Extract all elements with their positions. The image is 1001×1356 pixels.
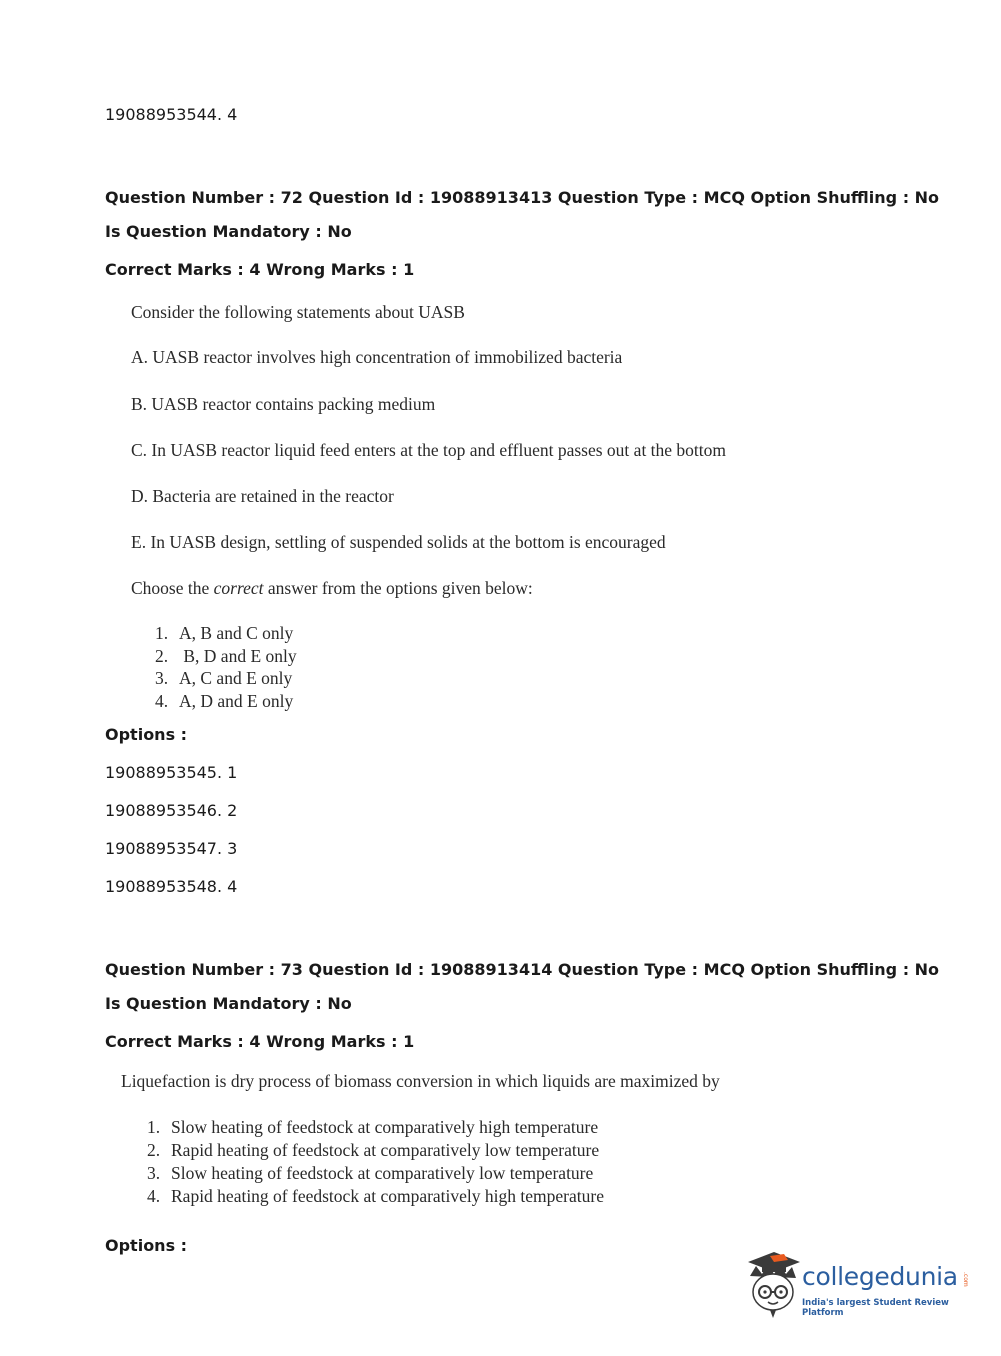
q73-header: Question Number : 73 Question Id : 19088913414 Question Type : MCQ Option Shuffling : No <box>105 960 940 979</box>
q72-statement-a: A. UASB reactor involves high concentration of immobilized bacteria <box>131 347 623 367</box>
logo-wordmark: collegedunia <box>802 1262 958 1291</box>
q73-stem: Liquefaction is dry process of biomass conversion in which liquids are maximized by <box>121 1071 720 1091</box>
q72-statement-e: E. In UASB design, settling of suspended solids at the bottom is encouraged <box>131 532 666 552</box>
q73-options-label: Options : <box>105 1236 188 1255</box>
q73-choice: 2. Rapid heating of feedstock at comparatively low temperature <box>147 1140 600 1160</box>
option-line: 19088953547. 3 <box>105 839 238 858</box>
q73-choice: 4. Rapid heating of feedstock at comparatively high temperature <box>147 1186 604 1206</box>
q72-options-label: Options : <box>105 725 188 744</box>
option-line: 19088953544. 4 <box>105 105 238 124</box>
q72-statement-c: C. In UASB reactor liquid feed enters at the top and effluent passes out at the bottom <box>131 440 727 460</box>
logo-suffix: .com <box>962 1272 969 1287</box>
q72-header: Question Number : 72 Question Id : 19088913413 Question Type : MCQ Option Shuffling : No <box>105 188 940 207</box>
q72-instruction: Choose the correct answer from the options given below: <box>131 578 533 598</box>
option-line: 19088953546. 2 <box>105 801 238 820</box>
q72-choice: 1. A, B and C only <box>155 623 294 643</box>
q72-choice: 4. A, D and E only <box>155 691 294 711</box>
q72-mandatory: Is Question Mandatory : No <box>105 222 352 241</box>
q73-marks: Correct Marks : 4 Wrong Marks : 1 <box>105 1032 415 1051</box>
q72-choice: 2. B, D and E only <box>155 646 297 666</box>
q73-choice: 1. Slow heating of feedstock at comparatively high temperature <box>147 1117 599 1137</box>
q73-choice: 3. Slow heating of feedstock at comparatively low temperature <box>147 1163 594 1183</box>
q72-statement-d: D. Bacteria are retained in the reactor <box>131 486 394 506</box>
q72-statement-b: B. UASB reactor contains packing medium <box>131 394 436 414</box>
option-line: 19088953545. 1 <box>105 763 238 782</box>
logo-tagline: India's largest Student Review Platform <box>802 1298 949 1318</box>
q73-mandatory: Is Question Mandatory : No <box>105 994 352 1013</box>
collegedunia-logo <box>740 1248 970 1324</box>
mascot-icon <box>740 1248 804 1324</box>
q72-marks: Correct Marks : 4 Wrong Marks : 1 <box>105 260 415 279</box>
q72-stem: Consider the following statements about UASB <box>131 302 465 322</box>
option-line: 19088953548. 4 <box>105 877 238 896</box>
q72-choice: 3. A, C and E only <box>155 668 293 688</box>
